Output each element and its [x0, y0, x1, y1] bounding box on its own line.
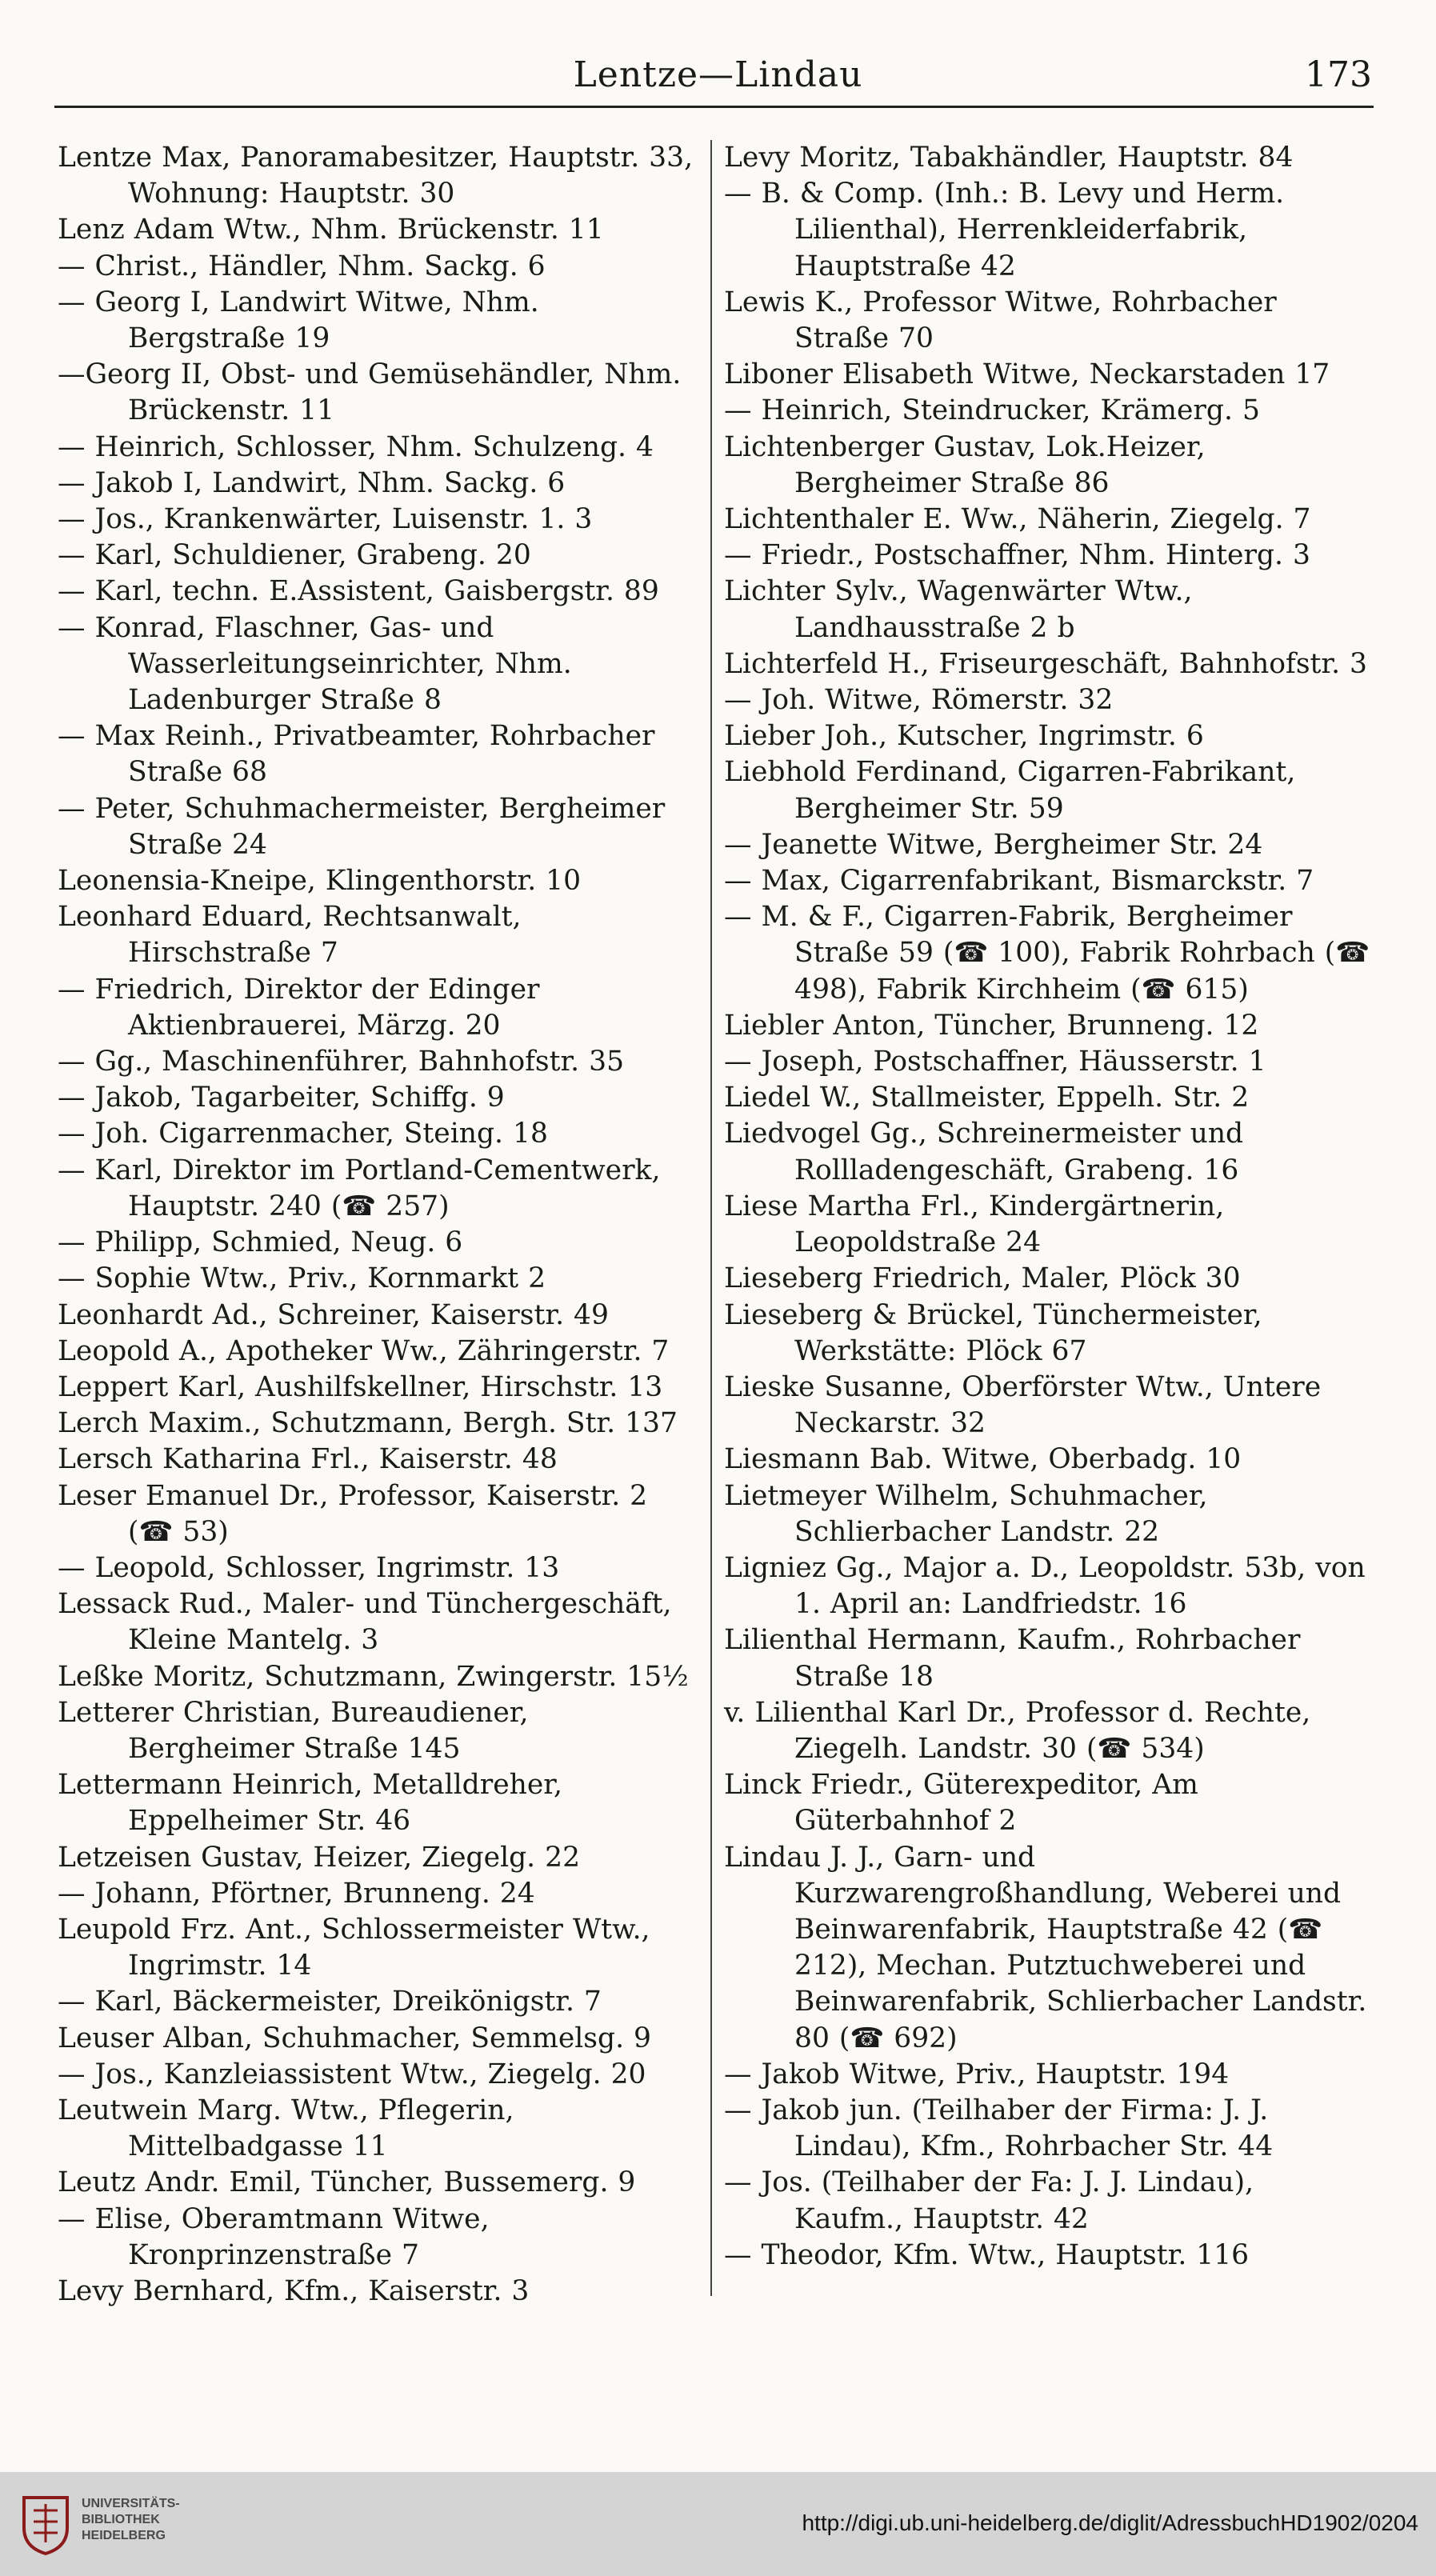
directory-entry: Liese Martha Frl., Kindergärtnerin, Leopoldstraße 24	[724, 1190, 1225, 1259]
directory-entry: — Peter, Schuhmachermeister, Bergheimer Straße 24	[58, 792, 666, 861]
directory-entry: Leopold A., Apotheker Ww., Zähringerstr. 7	[58, 1334, 670, 1367]
directory-entry: Liebler Anton, Tüncher, Brunneng. 12	[724, 1009, 1259, 1042]
directory-entry: Lichterfeld H., Friseurgeschäft, Bahnhofstr. 3	[724, 647, 1367, 680]
directory-entry: — Philipp, Schmied, Neug. 6	[58, 1226, 463, 1259]
directory-entry: Levy Moritz, Tabakhändler, Hauptstr. 84	[724, 142, 1294, 174]
directory-entry: Leonhard Eduard, Rechtsanwalt, Hirschstraße 7	[58, 901, 522, 970]
directory-entry: — Jos. (Teilhaber der Fa: J. J. Lindau), Kaufm., Hauptstr. 42	[724, 2166, 1254, 2235]
directory-entry: Lettermann Heinrich, Metalldreher, Eppelheimer Str. 46	[58, 1769, 562, 1838]
directory-entry: Levy Bernhard, Kfm., Kaiserstr. 3	[58, 2274, 530, 2307]
directory-entry: — Jos., Krankenwärter, Luisenstr. 1. 3	[58, 503, 593, 536]
directory-entry: Lieseberg Friedrich, Maler, Plöck 30	[724, 1262, 1241, 1295]
directory-entry: Letterer Christian, Bureaudiener, Bergheimer Straße 145	[58, 1696, 529, 1765]
directory-entry: Liboner Elisabeth Witwe, Neckarstaden 17	[724, 358, 1330, 391]
directory-entry: Lilienthal Hermann, Kaufm., Rohrbacher Straße 18	[724, 1624, 1301, 1693]
directory-entry: — Georg I, Landwirt Witwe, Nhm. Bergstraße 19	[58, 286, 539, 355]
directory-entry: — Max Reinh., Privatbeamter, Rohrbacher Straße 68	[58, 720, 655, 789]
directory-entry: — Karl, Schuldiener, Grabeng. 20	[58, 539, 531, 572]
directory-entry: — Karl, Bäckermeister, Dreikönigstr. 7	[58, 1986, 602, 2018]
directory-entry: Leonhardt Ad., Schreiner, Kaiserstr. 49	[58, 1298, 609, 1331]
directory-entry: — Johann, Pförtner, Brunneng. 24	[58, 1877, 535, 1910]
directory-entry: — Jakob I, Landwirt, Nhm. Sackg. 6	[58, 466, 566, 499]
directory-entry: — Jakob, Tagarbeiter, Schiffg. 9	[58, 1082, 505, 1114]
directory-entry: — Theodor, Kfm. Wtw., Hauptstr. 116	[724, 2238, 1250, 2271]
directory-entry: — Jeanette Witwe, Bergheimer Str. 24	[724, 828, 1263, 861]
page-header	[0, 48, 1436, 104]
directory-entry: Leuser Alban, Schuhmacher, Semmelsg. 9	[58, 2022, 651, 2054]
directory-entry: Lewis K., Professor Witwe, Rohrbacher Straße 70	[724, 286, 1277, 355]
header-rule	[54, 106, 1374, 108]
library-logo	[18, 2490, 74, 2557]
directory-entry: — Joseph, Postschaffner, Häusserstr. 1	[724, 1046, 1266, 1078]
directory-entry: — Friedrich, Direktor der Edinger Aktienbrauerei, Märzg. 20	[58, 973, 540, 1042]
directory-entry: — Jakob jun. (Teilhaber der Firma: J. J. Lindau), Kfm., Rohrbacher Str. 44	[724, 2094, 1274, 2163]
directory-entry: Leonensia-Kneipe, Klingenthorstr. 10	[58, 865, 582, 898]
directory-entry: Lietmeyer Wilhelm, Schuhmacher, Schlierbacher Landstr. 22	[724, 1479, 1208, 1548]
directory-entry: — Sophie Wtw., Priv., Kornmarkt 2	[58, 1262, 546, 1295]
directory-entry: Lichter Sylv., Wagenwärter Wtw., Landhausstraße 2 b	[724, 575, 1193, 644]
directory-entry: — Christ., Händler, Nhm. Sackg. 6	[58, 250, 546, 282]
running-title: Lentze—Lindau	[573, 54, 863, 95]
directory-entry: — B. & Comp. (Inh.: B. Levy und Herm. Lilienthal), Herrenkleiderfabrik, Hauptstraße 42	[724, 178, 1285, 282]
directory-entry: Lersch Katharina Frl., Kaiserstr. 48	[58, 1443, 558, 1476]
directory-entry: Linck Friedr., Güterexpeditor, Am Güterbahnhof 2	[724, 1769, 1198, 1838]
directory-entry: Liesmann Bab. Witwe, Oberbadg. 10	[724, 1443, 1242, 1476]
directory-entry: — Jos., Kanzleiassistent Wtw., Ziegelg. 20	[58, 2058, 646, 2090]
directory-entry: Lindau J. J., Garn- und Kurzwarengroßhandlung, Weberei und Beinwarenfabrik, Hauptstraße 42 (☎ 212), Mechan. Putztuchweberei und Beinwarenfabrik, Schlierbacher Landstr. 80 (☎ 692)	[724, 1841, 1367, 2054]
directory-entry: Leppert Karl, Aushilfskellner, Hirschstr. 13	[58, 1370, 663, 1403]
source-url-link[interactable]: http://digi.ub.uni-heidelberg.de/diglit/AdressbuchHD1902/0204	[802, 2510, 1418, 2535]
directory-entry: Lieske Susanne, Oberförster Wtw., Untere Neckarstr. 32	[724, 1370, 1322, 1440]
directory-entry: Ligniez Gg., Major a. D., Leopoldstr. 53b, von 1. April an: Landfriedstr. 16	[724, 1551, 1366, 1621]
directory-entry: — Konrad, Flaschner, Gas- und Wasserleitungseinrichter, Nhm. Ladenburger Straße 8	[58, 611, 572, 717]
left-column	[58, 140, 698, 2310]
directory-entry: Liedvogel Gg., Schreinermeister und Rollladengeschäft, Grabeng. 16	[724, 1118, 1244, 1186]
directory-entry: Leupold Frz. Ant., Schlossermeister Wtw., Ingrimstr. 14	[58, 1913, 650, 1982]
directory-entry: Lichtenberger Gustav, Lok.Heizer, Bergheimer Straße 86	[724, 430, 1206, 499]
directory-entry: Letzeisen Gustav, Heizer, Ziegelg. 22	[58, 1841, 581, 1874]
library-seal-icon	[18, 2490, 74, 2557]
directory-entry: Leutz Andr. Emil, Tüncher, Bussemerg. 9	[58, 2166, 636, 2199]
directory-entry: — Gg., Maschinenführer, Bahnhofstr. 35	[58, 1046, 625, 1078]
directory-entry: Lieber Joh., Kutscher, Ingrimstr. 6	[724, 720, 1204, 753]
directory-entry: Leser Emanuel Dr., Professor, Kaiserstr. 2 (☎ 53)	[58, 1479, 648, 1548]
directory-entry: Lessack Rud., Maler- und Tünchergeschäft, Kleine Mantelg. 3	[58, 1588, 672, 1657]
directory-entry: Lenz Adam Wtw., Nhm. Brückenstr. 11	[58, 214, 604, 246]
directory-entry: Lentze Max, Panoramabesitzer, Hauptstr. 33, Wohnung: Hauptstr. 30	[58, 142, 694, 210]
directory-entry: — M. & F., Cigarren-Fabrik, Bergheimer Straße 59 (☎ 100), Fabrik Rohrbach (☎ 498), Fabrik Kirchheim (☎ 615)	[724, 901, 1370, 1006]
page-number: 173	[1305, 54, 1372, 95]
right-column	[724, 140, 1370, 2274]
directory-entry: — Joh. Witwe, Römerstr. 32	[724, 684, 1114, 717]
footer-bar	[0, 2472, 1436, 2576]
library-name: UNIVERSITÄTS- BIBLIOTHEK HEIDELBERG	[82, 2497, 180, 2542]
directory-entry: Liebhold Ferdinand, Cigarren-Fabrikant, Bergheimer Str. 59	[724, 756, 1296, 825]
directory-entry: Leutwein Marg. Wtw., Pflegerin, Mittelbadgasse 11	[58, 2094, 514, 2163]
directory-entry: v. Lilienthal Karl Dr., Professor d. Rechte, Ziegelh. Landstr. 30 (☎ 534)	[724, 1696, 1311, 1765]
directory-entry: — Karl, techn. E.Assistent, Gaisbergstr. 89	[58, 575, 659, 608]
column-divider	[710, 140, 712, 2296]
directory-entry: — Jakob Witwe, Priv., Hauptstr. 194	[724, 2058, 1230, 2090]
directory-entry: Lerch Maxim., Schutzmann, Bergh. Str. 137	[58, 1407, 678, 1440]
directory-entry: — Max, Cigarrenfabrikant, Bismarckstr. 7	[724, 865, 1314, 898]
directory-entry: — Heinrich, Schlosser, Nhm. Schulzeng. 4	[58, 430, 654, 463]
directory-entry: Liedel W., Stallmeister, Eppelh. Str. 2	[724, 1082, 1250, 1114]
directory-entry: — Heinrich, Steindrucker, Krämerg. 5	[724, 394, 1260, 427]
directory-entry: Leßke Moritz, Schutzmann, Zwingerstr. 15½	[58, 1660, 689, 1693]
directory-entry: —Georg II, Obst- und Gemüsehändler, Nhm. Brückenstr. 11	[58, 358, 682, 427]
directory-entry: — Elise, Oberamtmann Witwe, Kronprinzenstraße 7	[58, 2202, 490, 2271]
directory-entry: — Karl, Direktor im Portland-Cementwerk, Hauptstr. 240 (☎ 257)	[58, 1154, 661, 1222]
directory-entry: Lieseberg & Brückel, Tünchermeister, Werkstätte: Plöck 67	[724, 1298, 1262, 1367]
directory-entry: — Leopold, Schlosser, Ingrimstr. 13	[58, 1551, 560, 1584]
directory-entry: Lichtenthaler E. Ww., Näherin, Ziegelg. 7	[724, 503, 1311, 536]
directory-entry: — Friedr., Postschaffner, Nhm. Hinterg. 3	[724, 539, 1310, 572]
directory-entry: — Joh. Cigarrenmacher, Steing. 18	[58, 1118, 548, 1150]
